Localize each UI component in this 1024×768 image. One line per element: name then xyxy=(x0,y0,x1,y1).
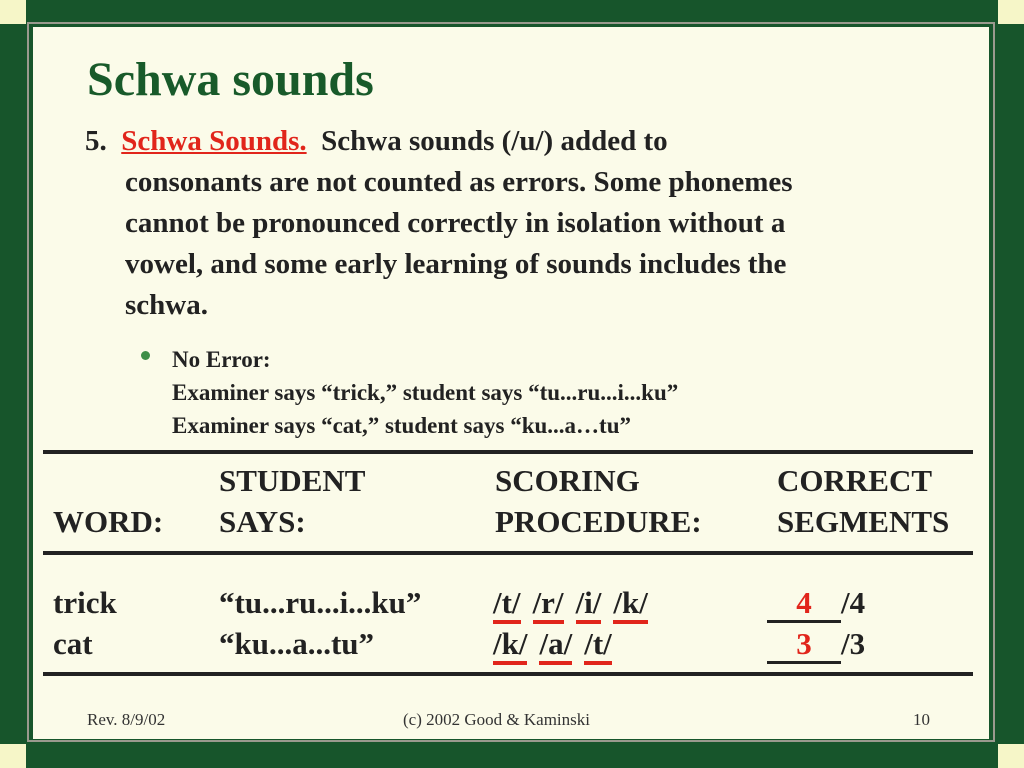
header-scoring-line2: PROCEDURE: xyxy=(495,504,702,539)
table-rule-top xyxy=(43,450,973,454)
corner-decoration-top-right xyxy=(998,0,1024,24)
segment-mark: /r/ xyxy=(533,585,564,624)
corner-decoration-top-left xyxy=(0,0,26,24)
score-total: /4 xyxy=(841,585,866,620)
segment-mark: /k/ xyxy=(613,585,647,624)
rule-paragraph xyxy=(85,121,945,326)
example-bullet xyxy=(172,343,678,442)
score-blank: 3 xyxy=(767,627,841,664)
row-student-says: “tu...ru...i...ku” xyxy=(219,585,422,620)
row-word: trick xyxy=(53,585,117,620)
header-word: WORD: xyxy=(53,504,164,539)
rule-line-1: Schwa sounds (/u/) added to xyxy=(321,125,668,157)
footer-copyright: (c) 2002 Good & Kaminski xyxy=(403,710,590,729)
example-line: Examiner says “trick,” student says “tu...ru...i...ku” xyxy=(172,380,679,405)
slide-title: Schwa sounds xyxy=(87,53,374,106)
rule-line-3: cannot be pronounced correctly in isolation without a xyxy=(125,207,786,239)
header-correct-line1: CORRECT xyxy=(777,463,933,498)
footer-revision: Rev. 8/9/02 xyxy=(87,710,166,729)
row-scoring xyxy=(493,583,660,623)
row-correct-segments xyxy=(767,583,865,623)
rule-line-4: vowel, and some early learning of sounds includes the xyxy=(125,248,787,280)
rule-number: 5. xyxy=(85,125,107,157)
rule-term: Schwa Sounds. xyxy=(121,125,307,157)
bullet-icon xyxy=(141,351,150,360)
rule-line-5: schwa. xyxy=(125,289,208,321)
segment-mark: /a/ xyxy=(539,626,572,665)
corner-decoration-bottom-right xyxy=(998,744,1024,768)
header-correct-line2: SEGMENTS xyxy=(777,504,950,539)
header-student-line1: STUDENT xyxy=(219,463,366,498)
score-blank: 4 xyxy=(767,586,841,623)
corner-decoration-bottom-left xyxy=(0,744,26,768)
score-total: /3 xyxy=(841,626,866,661)
header-scoring-line1: SCORING xyxy=(495,463,640,498)
table-rule-bottom xyxy=(43,672,973,676)
segment-mark: /t/ xyxy=(493,585,521,624)
row-scoring xyxy=(493,624,624,664)
footer-page-number: 10 xyxy=(913,710,930,729)
rule-line-2: consonants are not counted as errors. Some phonemes xyxy=(125,166,793,198)
segment-mark: /t/ xyxy=(584,626,612,665)
row-student-says: “ku...a...tu” xyxy=(219,626,375,661)
header-student-line2: SAYS: xyxy=(219,504,306,539)
segment-mark: /k/ xyxy=(493,626,527,665)
row-correct-segments xyxy=(767,624,865,664)
table-rule-middle xyxy=(43,551,973,555)
segment-mark: /i/ xyxy=(576,585,602,624)
row-word: cat xyxy=(53,626,93,661)
bullet-heading: No Error: xyxy=(172,347,271,372)
example-line: Examiner says “cat,” student says “ku...a…tu” xyxy=(172,413,631,438)
slide xyxy=(33,27,989,739)
